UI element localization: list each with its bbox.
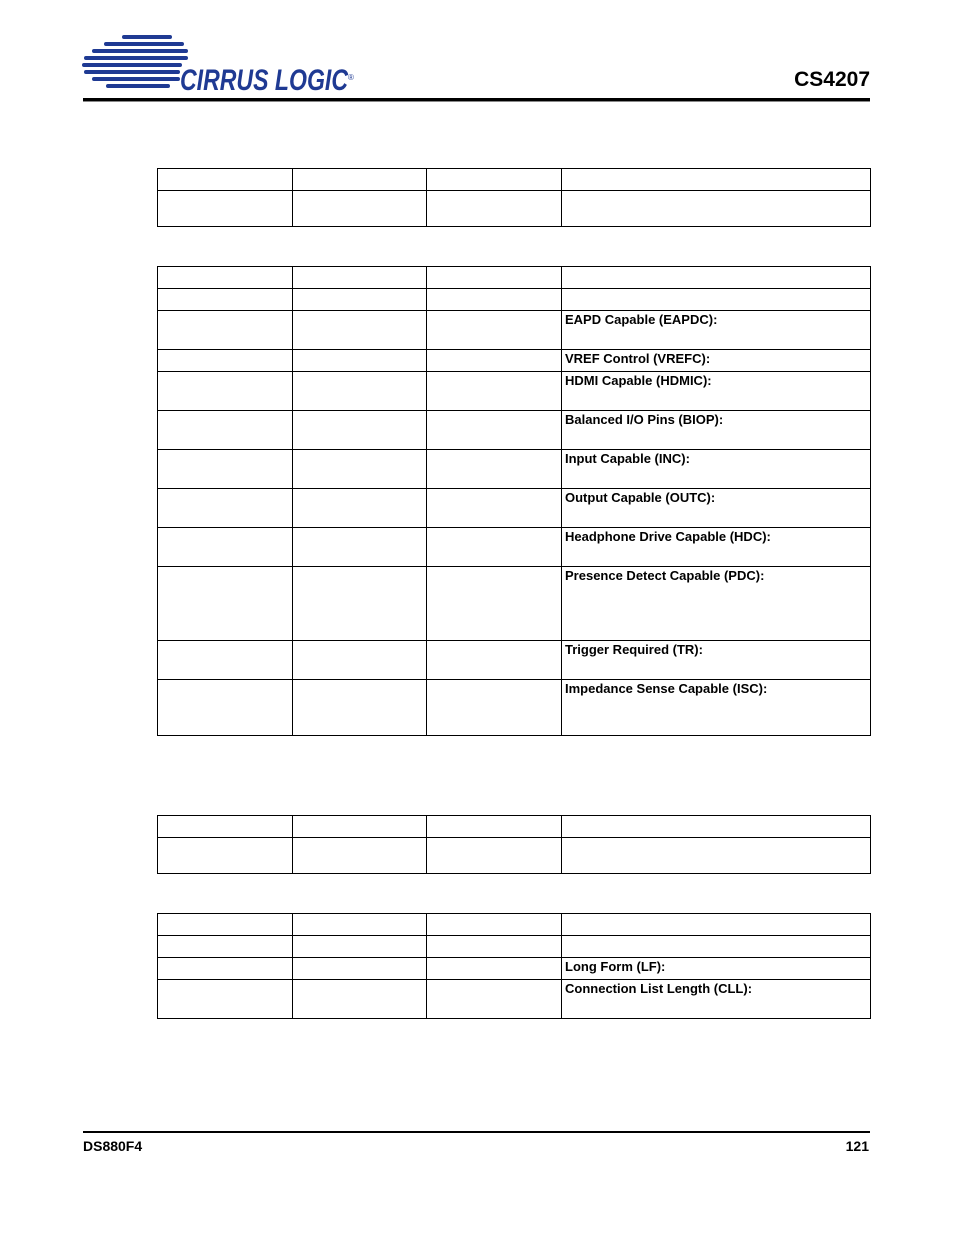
field-label-isc: Impedance Sense Capable (ISC): [565,681,768,696]
table-row [158,528,871,567]
field-label-hdmic: HDMI Capable (HDMIC): [565,373,712,388]
field-label [565,289,867,290]
register-table-3 [157,815,871,874]
table-row [158,816,871,838]
table-cell [562,816,871,838]
table-row [158,350,871,372]
field-label-hdc: Headphone Drive Capable (HDC): [565,529,771,544]
field-label-vrefc: VREF Control (VREFC): [565,351,711,366]
register-table-1 [157,168,871,227]
table-row [158,641,871,680]
logo-wordmark: CIRRUS LOGIC [180,64,350,97]
table-row [158,169,871,191]
document-id: DS880F4 [83,1138,143,1154]
cirrus-logic-logo [82,32,357,102]
register-table-2 [157,266,871,736]
field-label [565,936,867,937]
table-row [158,980,871,1019]
part-number-title: CS4207 [794,68,870,91]
table-cell [562,191,871,227]
table-row [158,450,871,489]
table-row [158,311,871,350]
table-row [158,411,871,450]
field-label-cll: Connection List Length (CLL): [565,981,753,996]
field-label-tr: Trigger Required (TR): [565,642,703,657]
header-rule-shadow [83,101,870,102]
table-row [158,680,871,736]
register-table-4 [157,913,871,1019]
table-row [158,289,871,311]
field-label [565,914,867,915]
table-row [158,936,871,958]
table-cell [562,838,871,874]
logo-stripes-icon [82,35,188,88]
field-label-biop: Balanced I/O Pins (BIOP): [565,412,724,427]
table-cell [562,169,871,191]
table-row [158,914,871,936]
table-row [158,191,871,227]
logo-registered-mark: ® [348,73,354,82]
footer-rule [83,1131,870,1133]
field-label-lf: Long Form (LF): [565,959,666,974]
table-row [158,838,871,874]
table-row [158,267,871,289]
field-label-eapdc: EAPD Capable (EAPDC): [565,312,718,327]
field-label [565,267,867,268]
table-row [158,372,871,411]
field-label-outc: Output Capable (OUTC): [565,490,716,505]
page-number: 121 [845,1138,869,1154]
table-row [158,958,871,980]
field-label-pdc: Presence Detect Capable (PDC): [565,568,765,583]
table-row [158,567,871,641]
table-row [158,489,871,528]
field-label-inc: Input Capable (INC): [565,451,690,466]
